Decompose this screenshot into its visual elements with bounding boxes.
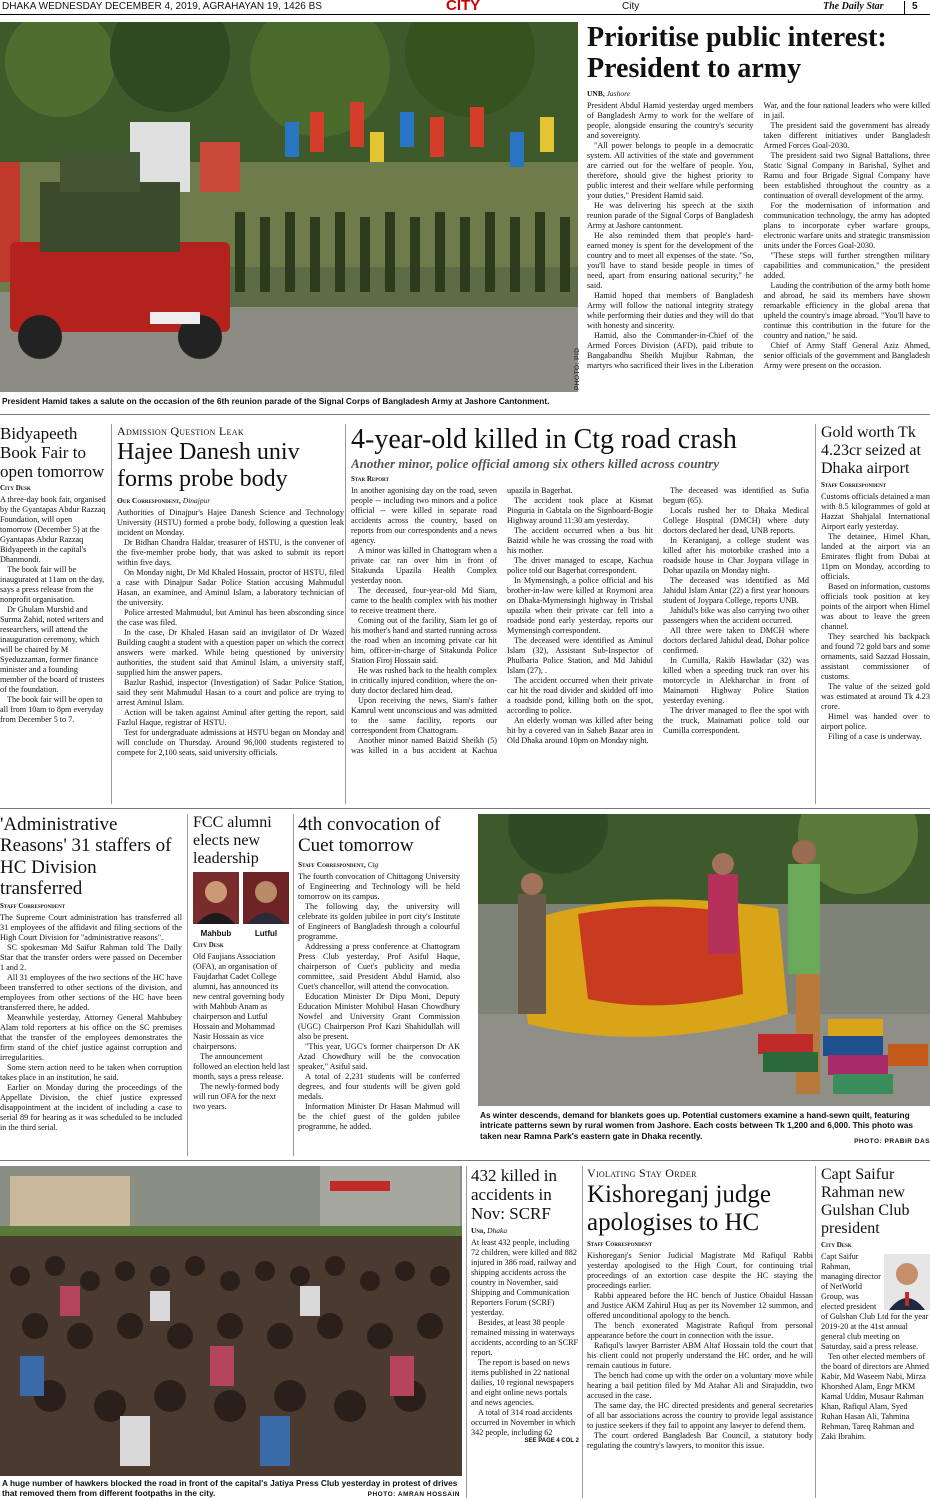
paragraph: Dr Ghulam Murshid and Surma Zahid, noted writers and researchers, will attend the inauguration ceremony, which will be chaired by M Syeduzzaman, former finance minister and a founding member of the board of trustees of the foundation. <box>0 605 105 695</box>
judge-headline: Kishoreganj judge apologises to HC <box>587 1181 771 1236</box>
section-name-small: City <box>622 1 640 12</box>
blanket-caption-text: As winter descends, demand for blankets goes up. Potential customers examine a hand-sewn quilt, featuring intricate patterns sewn by rural women from Jashore. Each costs between Tk 1,200 and 6,000. This photo was taken near Ramna Park's eastern gate in Dhaka recently. <box>480 1110 913 1141</box>
paragraph: The president said two Signal Battalions, three Static Signal Company in Barishal, Sylhet and Ramu and four Brigade Signal Company have been established throughout the country as a continuation of overall development of the army. <box>763 150 930 200</box>
paragraph: The deceased was identified as Sufia begum (65). <box>663 486 809 506</box>
paragraph: A total of 2,231 students will be conferred degrees, and four students will be given gold medals. <box>298 1071 460 1101</box>
paragraph: Old Faujians Association (OFA), an organisation of Faujdarhat Cadet College alumni, has announced its new central governing body with Mahbub Anam as chairperson and Lutful Hossain and Mohammad Nasir Hossain as vice chairpersons. <box>193 951 285 1051</box>
paragraph: Kishoreganj's Senior Judicial Magistrate Md Rafiqul Rabbi yesterday apologised to the High Court, for continuing trial proceedings of an extortion case despite the HC staying the proceedings earlier. <box>587 1251 813 1290</box>
paragraph: The accident took place at Kismat Pinguria in Gabtala on the Signboard-Bogie Highway around 11:30 am yesterday. <box>507 496 653 526</box>
paragraph: Addressing a press conference at Chattogram Press Club yesterday, Prof Asiful Haque, chairperson of Cuet's publicity and media committee, said President Abdul Hamid, also Cuet's chancellor, will attend the convocation. <box>298 941 460 991</box>
bookfair-headline: Bidyapeeth Book Fair to open tomorrow <box>0 424 105 482</box>
paragraph: Hamid, also the Commander-in-Chief of the Armed Forces Division (AFD), paid tribute to Bangabandhu Sheikh Mujibur Rahman, the martyrs who sacrificed their lives in the Liberation War, and the four national leaders who were killed in jail. <box>587 100 930 370</box>
paragraph: The accident occurred when a bus hit Baizid while he was crossing the road with his mother. <box>507 526 653 556</box>
paragraph: For the modernisation of information and communication technology, the army has adopted plans to incorporate cyber warfare groups, electronic warfare units and strategic transmission units under the Forces Goal-2030. <box>763 200 930 250</box>
paragraph: Rafiqul's lawyer Barrister ABM Altaf Hossain told the court that his client could not properly understand the HC order, and he will remain cautious in future. <box>587 1341 813 1370</box>
paragraph: Meanwhile yesterday, Attorney General Mahbubey Alam told reporters at his office on the SC premises that the transfer of the employees demonstrates the firm stand of the chief justice against corruption and irregularities. <box>0 1013 182 1063</box>
hawkers-photo <box>0 1166 462 1476</box>
blanket-photo <box>478 814 930 1106</box>
paragraph: The same day, the HC directed presidents and general secretaries of all bar associations across the country to provide legal assistance to justice seekers if they fail to appoint any lawyer to defend them. <box>587 1401 813 1430</box>
paragraph: The fourth convocation of Chittagong University of Engineering and Technology will be held tomorrow on its campus. <box>298 871 460 901</box>
paragraph: Ten other elected members of the board of directors are Ahmed Kabir, Md Waseem Nabi, Mirza Khorshed Alam, Engr MKM Kamal Uddin, Musaur Rahman Khan, Rafiqul Alam, Syed Ruhan Hasan Ali, Tahmina Rehman, Tareq Rahman and Zaki Ibrahim. <box>821 1351 929 1441</box>
paragraph: The deceased, four-year-old Md Siam, came to the health complex with his mother to receive treatment there. <box>351 586 497 616</box>
paragraph: Besides, at least 38 people remained missing in waterways accidents, according to an SCRF report. <box>471 1318 579 1358</box>
paragraph: The court ordered Bangladesh Bar Council, a statutory body regulating the country's lawyers, to monitor this issue. <box>587 1431 813 1450</box>
paragraph: Himel was handed over to airport police. <box>821 711 930 731</box>
paragraph: The bench exonerated Magistrate Rafiqul from personal appearance before the court in connection with the issue. <box>587 1321 813 1340</box>
judge-byline: Staff Correspondent <box>587 1240 653 1248</box>
paragraph: He was delivering his speech at the sixth reunion parade of the Signal Corps of Bangladesh Army at Jashore cantonment. <box>587 200 754 230</box>
paragraph: The driver managed to flee the spot with the truck, Mainamati police told our Cumilla correspondent. <box>663 706 809 736</box>
paragraph: Hamid hoped that members of Bangladesh Army will follow the national integrity strategy while performing their duties and they will do that with honesty and sincerity. <box>587 290 754 330</box>
scrf-dateline: Dhaka <box>487 1226 508 1236</box>
paragraph: Authorities of Dinajpur's Hajee Danesh Science and Technology University (HSTU) formed a probe body, following a question leak incident on Monday. <box>117 507 344 537</box>
lead-story <box>587 22 930 412</box>
paragraph: Another minor named Baizid Sheikh (5) was killed in a bus accident at Kachua upazila in Bagerhat. <box>351 486 573 756</box>
hc-headline: 'Administrative Reasons' 31 staffers of HC Division transferred <box>0 814 172 899</box>
gold-story <box>821 424 930 804</box>
scrf-byline: Unb, <box>471 1226 486 1236</box>
crash-subhead: Another minor, police official among six others killed across country <box>351 456 720 472</box>
paragraph: The driver managed to escape, Kachua police told our Bagerhat correspondent. <box>507 556 653 576</box>
paragraph: Locals rushed her to Dhaka Medical College Hospital (DMCH) where duty doctors declared her dead, UNB reports. <box>663 506 809 536</box>
bookfair-story <box>0 424 106 804</box>
jump-link[interactable]: SEE PAGE 4 COL 2 <box>524 1438 579 1445</box>
gold-headline: Gold worth Tk 4.23cr seized at Dhaka airport <box>821 424 921 477</box>
paragraph: In Mymensingh, a police official and his brother-in-law were killed at Roymoni area on Dhaka-Mymensingh highway in Trishal upazila when their private car fell into a roadside pond early yesterday, reports our Mymensingh correspondent. <box>507 576 653 636</box>
blanket-credit: PHOTO: PRABIR DAS <box>854 1137 930 1145</box>
gulshan-portrait <box>884 1254 930 1310</box>
paragraph: All three were taken to DMCH where doctors declared Jahidul dead, Dohar police confirmed. <box>663 626 809 656</box>
paragraph: The report is based on news items published in 22 national dailies, 10 regional newspapers and eight online news portals and news agencies. <box>471 1358 574 1408</box>
paragraph: Police arrested Mahmudul, but Aminul has been absconding since the case was filed. <box>117 607 344 627</box>
paragraph: A total of 314 road accidents occurred in November in which 342 people, including 62 <box>471 1408 576 1438</box>
paragraph: The book fair will be inaugurated at 11am on the day, says a press release from the nonprofit organisation. <box>0 565 105 605</box>
paragraph: Dr Bidhan Chandra Haldar, treasurer of HSTU, is the convener of the five-member probe body, that was asked to submit its report within five days. <box>117 537 344 567</box>
paragraph: President Abdul Hamid yesterday urged members of Bangladesh Army to work for the welfare of people, alongside ensuring the country's security and sovereignty. <box>587 100 754 140</box>
cuet-dateline: Ctg <box>367 859 379 869</box>
paragraph: Information Minister Dr Hasan Mahmud will be the chief guest of the golden jubilee programme, he added. <box>298 1101 460 1131</box>
paragraph: The newly-formed body will run OFA for the next two years. <box>193 1081 280 1111</box>
paragraph: Lauding the contribution of the army both home and abroad, he said its members have shown remarkable efficiency in the global arena that upheld the country's image abroad. "You'll have to continue this contribution in the future for the country and nation," he said. <box>763 280 930 340</box>
paragraph: An elderly woman was killed after being hit by a covered van in Saheb Bazar area in Old Dhaka around 10pm on Monday night. <box>507 716 653 746</box>
crash-headline: 4-year-old killed in Ctg road crash <box>351 424 737 455</box>
paragraph: Upon receiving the news, Siam's father Kamrul went unconscious and was admitted to the same facility, reports our correspondent from Chattogram. <box>351 696 497 736</box>
lead-body <box>587 101 930 393</box>
hawkers-credit: PHOTO: AMRAN HOSSAIN <box>367 1490 460 1498</box>
portrait-photo <box>243 872 289 924</box>
crash-story <box>351 424 809 804</box>
blanket-caption <box>480 1110 930 1148</box>
paragraph: In Cumilla, Rakib Hawladar (32) was killed when a speeding truck ran over his motorcycle in Alekharchar in front of Mainamoti Highway Police Station yesterday evening. <box>663 656 809 706</box>
gold-byline: Staff Correspondent <box>821 480 887 489</box>
lead-photo <box>0 22 578 392</box>
portrait-name: Mahbub <box>200 928 232 938</box>
paragraph: The deceased was identified as Md Jahidul Islam Antar (22) a first year honours student of Joypara College, reports UNB. <box>663 576 809 606</box>
dateline: DHAKA WEDNESDAY DECEMBER 4, 2019, AGRAHAYAN 19, 1426 BS <box>2 1 322 12</box>
hstu-byline: Our Correspondent, <box>117 495 181 505</box>
fcc-portraits <box>193 872 290 938</box>
paragraph: Action will be taken against Aminul after getting the report, said Fazlul Haque, registrar of HSTU. <box>117 707 344 727</box>
hawkers-caption <box>2 1478 462 1500</box>
paragraph: The following day, the university will celebrate its golden jubilee in port city's Institute of Engineers of Bangladesh through a colourful programme. <box>298 901 460 941</box>
judge-kicker: Violating Stay Order <box>587 1166 697 1180</box>
section-name: CITY <box>446 0 481 14</box>
paragraph: The announcement followed an election held last month, says a press release. <box>193 1051 290 1081</box>
page-number: 5 <box>912 1 918 12</box>
paragraph: He also reminded them that people's hard-earned money is spent for the development of the country and to meet all expenses of the state. "So, you'll have to stand beside people in times of need, apart from ensuring national security," he said. <box>587 230 754 290</box>
masthead: The Daily Star <box>823 1 884 12</box>
fcc-story <box>193 814 290 1156</box>
hc-byline: Staff Correspondent <box>0 902 66 911</box>
crash-byline: Star Report <box>351 475 389 484</box>
paragraph: The deceased were identified as Aminul Islam (32), Assistant Sub-Inspector of Phulbaria Police Station, and Md Jahidul Islam (27), . <box>507 636 653 676</box>
lead-photo-credit: PHOTO: PID <box>574 347 581 390</box>
hc-story <box>0 814 182 1156</box>
paragraph: The accident occurred when their private car hit the road divider and skidded off into a roadside pond, killing both on the spot, according to police. <box>507 676 653 716</box>
paragraph: In the case, Dr Khaled Hasan said an invigilator of Dr Wazed Building caught a student with a question paper on which the correct answers were marked. While being questioned by university authorities, the student said that Aminul Islam, a university staff, supplied him the answer papers. <box>117 627 344 677</box>
paragraph: In Keraniganj, a college student was killed after his motorbike crashed into a roadside house in Char Joypara village in Dohar upazila on Monday night. <box>663 536 809 576</box>
paragraph: In another agonising day on the road, seven people -- including two minors and a police official -- were killed in separate road accidents across the country, based on reports from our correspondents and a news agency. <box>351 486 497 546</box>
paragraph: Coming out of the facility, Siam let go of his mother's hand and started running across the road when an incoming private car hit him, officer-in-charge of Sitakunda Police Station Firoj Hossain said. <box>351 616 497 666</box>
paragraph: Customs officials detained a man with 8.5 kilogrammes of gold at Hazzat Shahjalal International Airport early yesterday. <box>821 491 930 531</box>
hstu-kicker: Admission Question Leak <box>117 424 244 438</box>
fcc-headline: FCC alumni elects new leadership <box>193 814 272 867</box>
lead-photo-caption: President Hamid takes a salute on the occasion of the 6th reunion parade of the Signal Corps of Bangladesh Army at Jashore Cantonment. <box>2 396 550 406</box>
paragraph: He was rushed back to the health complex in critically injured condition, where the on-duty doctor declared him dead. <box>351 666 497 696</box>
paragraph: SC spokesman Md Saifur Rahman told The Daily Star that the transfer orders were passed on December 1 and 2. <box>0 943 182 973</box>
hstu-dateline: Dinajpur <box>182 495 211 505</box>
hstu-headline: Hajee Danesh univ forms probe body <box>117 439 300 492</box>
portrait-name: Lutful <box>254 928 278 938</box>
gulshan-byline: City Desk <box>821 1240 852 1249</box>
paragraph: Based on information, customs officials took position at key points of the airport when Himel was about to leave the green channel. <box>821 581 930 631</box>
paragraph: Test for undergraduate admissions at HSTU began on Monday and will conclude on Thursday. Around 96,000 students registered to compete for 2,100 seats, said university officials. <box>117 727 344 757</box>
lead-dateline: Jashore <box>606 88 631 98</box>
paragraph: The value of the seized gold was estimated at around Tk 4.23 crore. <box>821 681 930 711</box>
bookfair-byline: City Desk <box>0 484 31 493</box>
paragraph: "These steps will further strengthen military capabilities and communication," the president added. <box>763 250 930 280</box>
paragraph: Earlier on Monday during the proceedings of the Appellate Division, the chief justice expressed disappointment at the incident of including a case to serial 89 for hearing as it was scheduled to be included in the third serial. <box>0 1083 182 1133</box>
cuet-byline: Staff Correspondent, <box>298 859 366 869</box>
paragraph: The president said the government has already taken different initiatives under Bangladesh Armed Forces Goal-2030. <box>763 120 930 150</box>
paragraph: On Monday night, Dr Md Khaled Hossain, proctor of HSTU, filed a case with Dinajpur Sadar Police Station accusing Mahmudul Hasan, an examinee, and Aminul Islam, a laboratory technician of the university. <box>117 567 344 607</box>
hawkers-caption-text: A huge number of hawkers blocked the road in front of the capital's Jatiya Press Club yesterday in protest of drives that removed them from different footpaths in the city. <box>2 1478 458 1499</box>
lead-byline: UNB, <box>587 88 605 98</box>
fcc-byline: City Desk <box>193 940 224 949</box>
paragraph: The Supreme Court administration has transferred all 31 employees of the affidavit and filing sections of the High Court Division for "administrative reasons". <box>0 913 182 943</box>
cuet-story <box>298 814 460 1156</box>
gulshan-headline: Capt Saifur Rahman new Gulshan Club president <box>821 1166 910 1237</box>
paragraph: A minor was killed in Chattogram when a private car ran over him in front of Sitakunda Upazila Health Complex yesterday noon. <box>351 546 497 586</box>
paragraph: The detainee, Himel Khan, landed at the airport via an Emirates flight from Dubai at 11pm on Monday, according to officials. <box>821 531 930 581</box>
paragraph: Capt Saifur Rahman, managing director of NetWorld Group, was elected president of Gulshan Club Ltd for the year 2019-20 at the 41st annual general club meeting on Saturday, said a press release. <box>821 1251 929 1351</box>
gulshan-story <box>821 1166 930 1500</box>
judge-story <box>587 1166 813 1500</box>
cuet-headline: 4th convocation of Cuet tomorrow <box>298 814 441 857</box>
paragraph: Jahidul's bike was also carrying two other passengers when the accident occurred. <box>663 606 809 626</box>
hstu-story <box>117 424 344 804</box>
scrf-story <box>471 1166 579 1500</box>
scrf-headline: 432 killed in accidents in Nov: SCRF <box>471 1166 557 1224</box>
paragraph: All 31 employees of the two sections of the HC have been transferred to other sections of the division, and employees from other sections of the HC have been transferred there, he added. <box>0 973 182 1013</box>
paragraph: Filing of a case is underway. <box>828 731 922 741</box>
paragraph: A three-day book fair, organised by the Gyantapas Abdur Razzaq Foundation, will open tomorrow (December 5) at the Gyantapas Abdur Razzaq Bidyapeeth in the capital's Dhanmondi. <box>0 495 106 565</box>
lead-headline: Prioritise public interest: President to army <box>587 22 887 85</box>
portrait-photo <box>193 872 239 924</box>
paragraph: "All power belongs to people in a democratic system. All activities of the state and government are carried out for the welfare of people. You, therefore, should give the highest priority to public interest and their welfare while performing your duties," President Hamid said. <box>587 140 754 200</box>
paragraph: The book fair will be open to all from 10am to 8pm everyday from December 5 to 7. <box>0 695 104 725</box>
paragraph: At least 432 people, including 72 children, were killed and 882 injured in 386 road, railway and shipping accidents across the country in November, said Shipping and Communication Reporters Forum (SCRF) yesterday. <box>471 1238 577 1318</box>
paragraph: "This year, UGC's former chairperson Dr AK Azad Chowdhury will be the convocation speaker," Asiful said. <box>298 1041 460 1071</box>
paragraph: Rabbi appeared before the HC bench of Justice Obaidul Hassan and Justice AKM Zahirul Huq as per its November 12 summon, and offered unconditional apology to the bench. <box>587 1291 813 1320</box>
paragraph: They searched his backpack and found 72 gold bars and some ornaments, said Sazzad Hossain, assistant commissioner of customs. <box>821 631 930 681</box>
paragraph: Education Minister Dr Dipu Moni, Deputy Education Minister Mohibul Hasan Chowdhury Nowfel and University Grant Commission (UGC) Chairperson Prof Kazi Shahidullah will also be present. <box>298 991 460 1041</box>
paragraph: Bazlur Rashid, inspector (Investigation) of Sadar Police Station, said they sent Mahmudul Hasan to a court and police are trying to arrest Aminul Islam. <box>117 677 344 707</box>
paragraph: Chief of Army Staff General Aziz Ahmed, senior officials of the government and Bangladesh Army were present on the occasion. <box>763 340 930 370</box>
paragraph: Some stern action need to be taken when corruption takes place in an institution, he said. <box>0 1063 182 1083</box>
page-header <box>0 0 930 15</box>
paragraph: The bench had come up with the order on a voluntary move while hearing a bail petition filed by Md Atahar Ali and Sirajuddin, two accused in the case. <box>587 1371 813 1400</box>
